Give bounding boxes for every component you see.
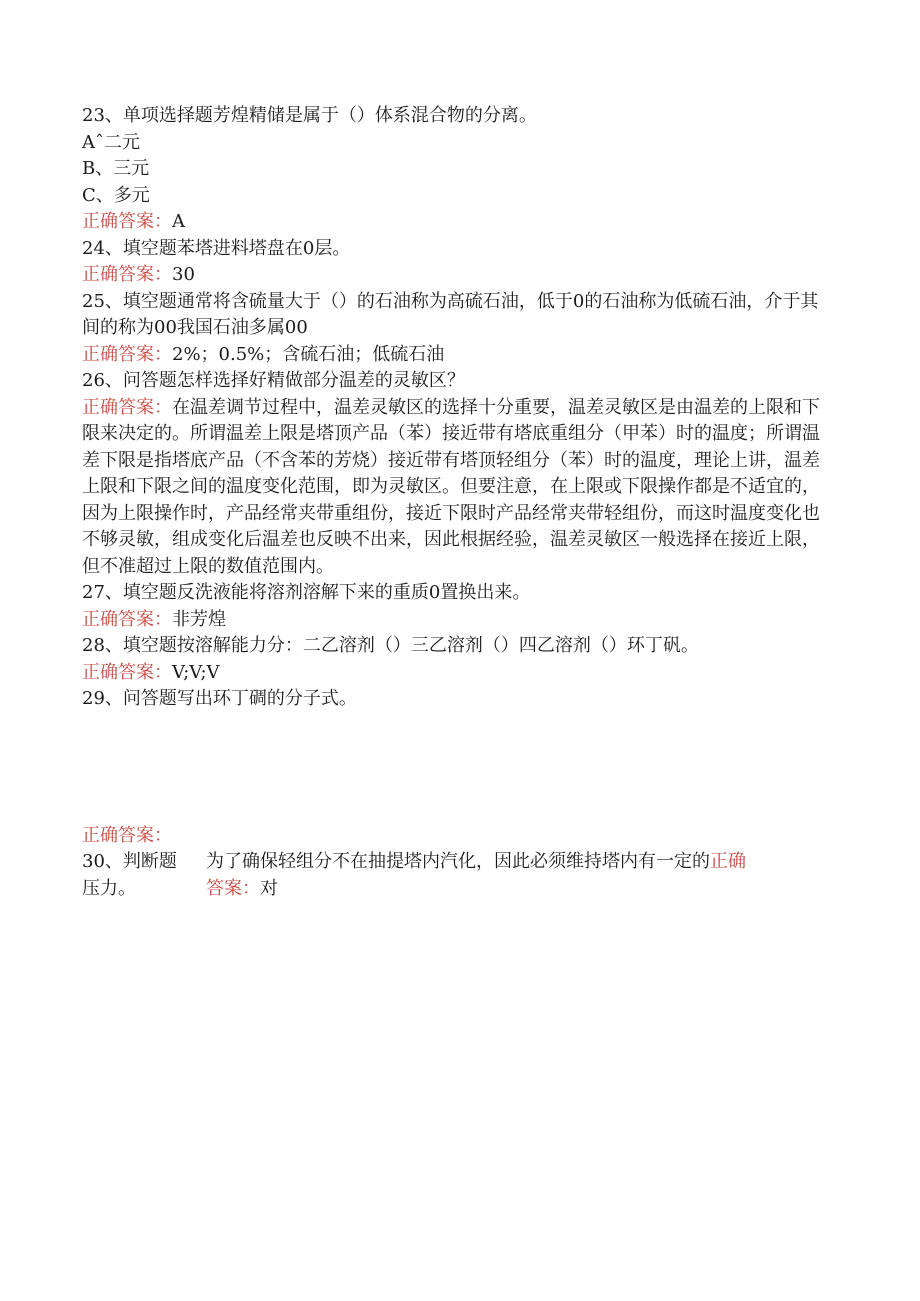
answer-label: 正确答案： <box>82 661 172 683</box>
option-b: B、三元 <box>82 158 150 179</box>
answer-label: 正确答案： <box>82 343 172 365</box>
question-text: 29、问答题写出环丁碉的分子式。 <box>82 688 357 709</box>
question-text <box>206 849 822 876</box>
answer-label: 正确答案： <box>82 211 172 232</box>
answer-row <box>82 395 822 581</box>
answer-label: 正确答案： <box>82 608 172 630</box>
answer-label-part1: 正确 <box>710 851 746 872</box>
answer-value: 在温差调节过程中，温差灵敏区的选择十分重要，温差灵敏区是由温差的上限和下限来决定的。所谓温差上限是塔顶产品（苯）接近带有塔底重组分（甲苯）时的温度；所谓温差下限是指塔底产品（不含苯的芳烧）接近带有塔顶轻组分（苯）时的温度，理论上讲，温差上限和下限之间的温度变化范围，即为灵敏区。但要注意，在上限或下限操作都是不适宜的，因为上限操作时，产品经常夹带重组份，接近下限时产品经常夹带轻组份，而这时温度变化也不够灵敏，组成变化后温差也反映不出来，因此根据经验，温差灵敏区一般选择在接近上限，但不准超过上限的数值范围内。 <box>82 396 820 577</box>
option-c: C、多元 <box>82 184 150 206</box>
question-30-block <box>82 849 822 902</box>
answer-row <box>82 342 822 369</box>
answer-value: 非芳煌 <box>172 608 226 630</box>
answer-row <box>206 876 822 903</box>
answer-row <box>82 660 822 687</box>
answer-value: 2%；0.5%；含硫石油；低硫石油 <box>172 343 445 365</box>
answer-row <box>82 209 822 236</box>
question-list <box>82 103 822 902</box>
answer-value: V;V;V <box>172 661 220 683</box>
option-a: Aˆ二元 <box>82 131 140 153</box>
answer-value: 对 <box>260 877 278 899</box>
blank-answer-area <box>82 713 822 823</box>
question-text: 24、填空题苯塔进料塔盘在0层。 <box>82 237 351 259</box>
question-text: 27、填空题反洗液能将溶剂溶解下来的重质0置换出来。 <box>82 582 531 603</box>
question-number-type: 30、判断题 <box>82 851 177 872</box>
answer-value: A <box>172 211 185 232</box>
question-text: 23、单项选择题芳煌精储是属于（）体系混合物的分离。 <box>82 105 537 126</box>
answer-label: 正确答案： <box>82 396 172 418</box>
question-text-body: 为了确保轻组分不在抽提塔内汽化，因此必须维持塔内有一定的 <box>206 851 710 872</box>
question-text: 28、填空题按溶解能力分：二乙溶剂（）三乙溶剂（）四乙溶剂（）环丁矾。 <box>82 635 699 656</box>
question-text: 26、问答题怎样选择好精做部分温差的灵敏区？ <box>82 370 465 391</box>
answer-row <box>82 262 822 289</box>
question-text-tail: 压力。 <box>82 877 136 899</box>
answer-row <box>82 823 822 850</box>
question-text: 25、填空题通常将含硫量大于（）的石油称为高硫石油，低于0的石油称为低硫石油，介于其间的称为00我国石油多属00 <box>82 290 819 338</box>
answer-label-part2: 答案： <box>206 877 260 899</box>
question-30-right-column <box>206 849 822 902</box>
answer-label: 正确答案： <box>82 264 172 285</box>
question-30-left-column <box>82 849 206 902</box>
answer-value: 30 <box>172 264 195 285</box>
answer-row <box>82 607 822 634</box>
answer-label: 正确答案： <box>82 824 172 846</box>
